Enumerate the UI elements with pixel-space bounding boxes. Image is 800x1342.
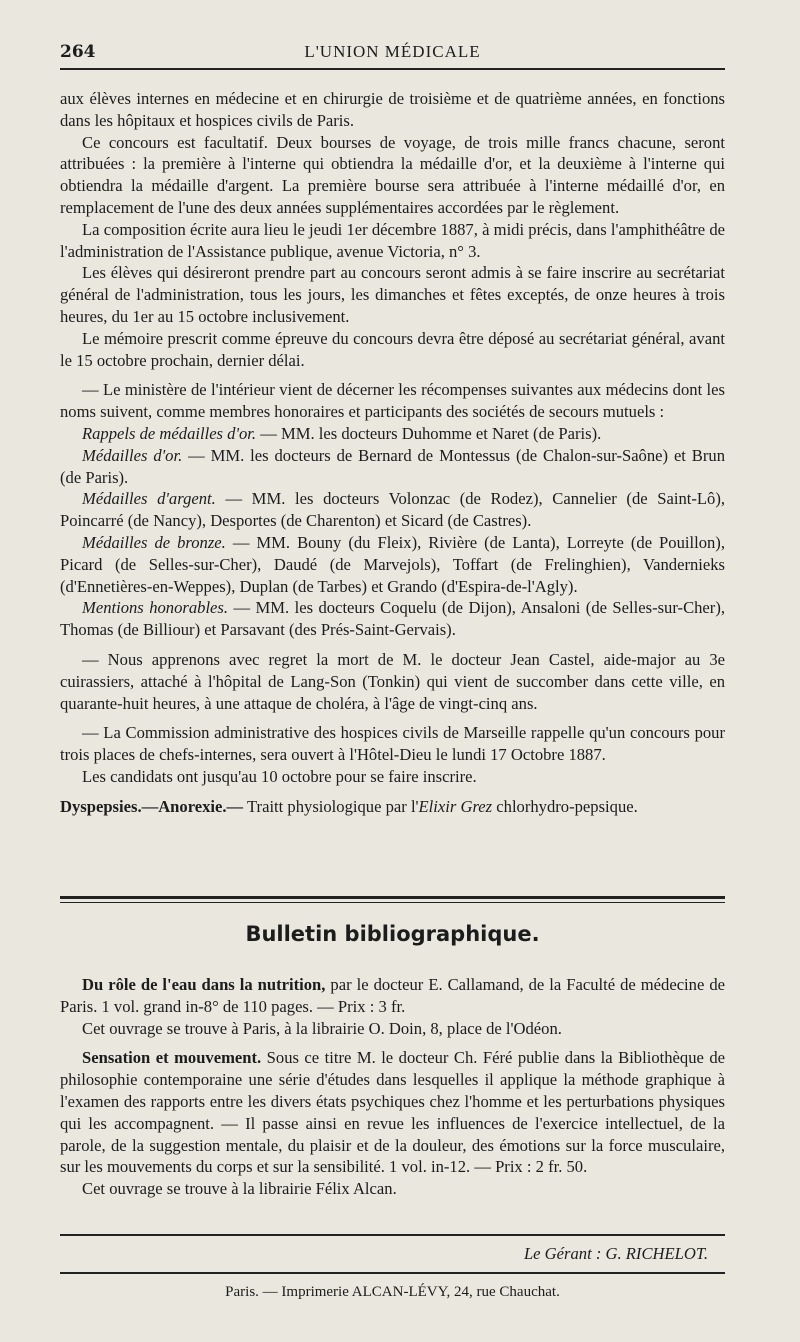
award-text: — MM. les docteurs de Bernard de Montessus (de Chalon-sur-Saône) et Brun (de Paris). [60,445,725,487]
award-item [60,532,725,597]
award-item [60,488,725,532]
award-item [60,597,725,641]
running-title: L'UNION MÉDICALE [304,42,481,61]
paragraph: — Le ministère de l'intérieur vient de décerner les récompenses suivantes aux médecins dont les noms suivent, comme membres honoraires et participants des sociétés de secours mutuels : [60,380,725,422]
award-label: Médailles de bronze. [82,532,226,552]
imprint-footer: Paris. — Imprimerie ALCAN-LÉVY, 24, rue Chauchat. [225,1284,560,1300]
advert-italic: Elixir Grez [418,796,493,816]
award-label: Médailles d'or. [82,445,183,465]
bib-entry [60,1047,725,1178]
section-rule-thin [60,902,725,903]
signature-rule [60,1234,725,1236]
bibliography-section [60,974,725,1200]
award-label: Rappels de médailles d'or. [82,423,257,443]
paragraph: La composition écrite aura lieu le jeudi 1er décembre 1887, à midi précis, dans l'amphithéâtre de l'administration de l'Assistance publique, avenue Victoria, n° 3. [60,219,725,261]
section-rule-thick [60,896,725,899]
page-number: 264 [60,42,96,62]
bibliography-title: Bulletin bibliographique. [245,922,540,946]
award-text: — MM. Bouny (du Fleix), Rivière (de Lanta), Lorreyte (de Pouillon), Picard (de Selles-sur-Cher), Daudé (de Marvejols), Toffart (de Frelinghien), Vandernieks (d'Ennetières-en-Weppes), Duplan (de Tarbes) et Grando (d'Espira-de-l'Agly). [60,532,725,596]
advertisement [60,796,725,818]
paragraph: Le mémoire prescrit comme épreuve du concours devra être déposé au secrétariat général, avant le 15 octobre prochain, dernier délai. [60,328,725,370]
advert-prefix: Traitt physiologique par l' [243,796,419,816]
bib-entry-text: par le docteur E. Callamand, de la Faculté de médecine de Paris. 1 vol. grand in-8° de 110 pages. — Prix : 3 fr. [60,975,725,1016]
paragraph: — Nous apprenons avec regret la mort de M. le docteur Jean Castel, aide-major au 3e cuirassiers, attaché à l'hôpital de Lang-Son (Tonkin) qui vient de succomber dans cette ville, en quarante-huit heures, à une attaque de choléra, à l'âge de vingt-cinq ans. [60,649,725,713]
advert-bold: Dyspepsies.—Anorexie.— [60,796,244,816]
award-text: — MM. les docteurs Volonzac (de Rodez), Cannelier (de Saint-Lô), Poincarré (de Nancy), Desportes (de Charenton) et Sicard (de Castres). [60,489,725,531]
signature [524,1244,708,1264]
news-section [60,88,725,818]
signature-text: Le Gérant : G. RICHELOT. [523,1244,708,1263]
paragraph: — La Commission administrative des hospices civils de Marseille rappelle qu'un concours pour trois places de chefs-internes, sera ouvert à l'Hôtel-Dieu le lundi 17 Octobre 1887. [60,723,725,765]
bib-entry [60,974,725,1018]
award-item [60,445,725,489]
award-label: Médailles d'argent. [82,489,216,509]
paragraph: Les élèves qui désireront prendre part au concours seront admis à se faire inscrire au secrétariat général de l'administration, tous les jours, les dimanches et fêtes exceptés, de onze heures à trois heures, du 1er au 15 octobre inclusivement. [60,263,725,326]
page-header [60,42,725,64]
footer-rule [60,1272,725,1274]
award-label: Mentions honorables. [82,598,229,618]
paragraph: Les candidats ont jusqu'au 10 octobre pour se faire inscrire. [82,766,477,786]
advert-suffix: chlorhydro-pepsique. [492,796,638,816]
bib-note: Cet ouvrage se trouve à Paris, à la librairie O. Doin, 8, place de l'Odéon. [82,1018,562,1038]
bib-entry-title: Sensation et mouvement. [82,1048,262,1068]
paragraph: Ce concours est facultatif. Deux bourses de voyage, de trois mille francs chacune, seront attribuées : la première à l'interne qui obtiendra la médaille d'or, et la deuxième à l'interne qui obtiendra la médaille d'argent. La première bourse sera attribuée à l'interne médaillé d'or, en remplacement de l'une des deux années supplémentaires accordées par le règlement. [60,132,725,217]
bib-entry-title: Du rôle de l'eau dans la nutrition, [82,975,326,994]
award-item [60,423,725,445]
award-text: — MM. les docteurs Coquelu (de Dijon), Ansaloni (de Selles-sur-Cher), Thomas (de Billiour) et Parsavant (des Prés-Saint-Gervais). [60,598,726,640]
bib-note: Cet ouvrage se trouve à la librairie Félix Alcan. [82,1179,397,1199]
paragraph: aux élèves internes en médecine et en chirurgie de troisième et de quatrième années, en fonctions dans les hôpitaux et hospices civils de Paris. [60,89,725,130]
award-text: — MM. les docteurs Duhomme et Naret (de Paris). [256,423,602,443]
bib-entry-text: Sous ce titre M. le docteur Ch. Féré publie dans la Bibliothèque de philosophie contemporaine une série d'études dans lesquelles il applique la méthode graphique à l'examen des rapports entre les divers états psychiques chez l'homme et les perturbations physiques qui les accompagnent. — Il passe ainsi en revue les influences de l'exercice intellectuel, de la parole, de la suggestion mentale, du plaisir et de la douleur, des émotions sur la force musculaire, sur les mouvements du corps et sur la sensibilité. 1 vol. in-12. — Prix : 2 fr. 50. [60,1048,725,1177]
header-rule [60,68,725,70]
